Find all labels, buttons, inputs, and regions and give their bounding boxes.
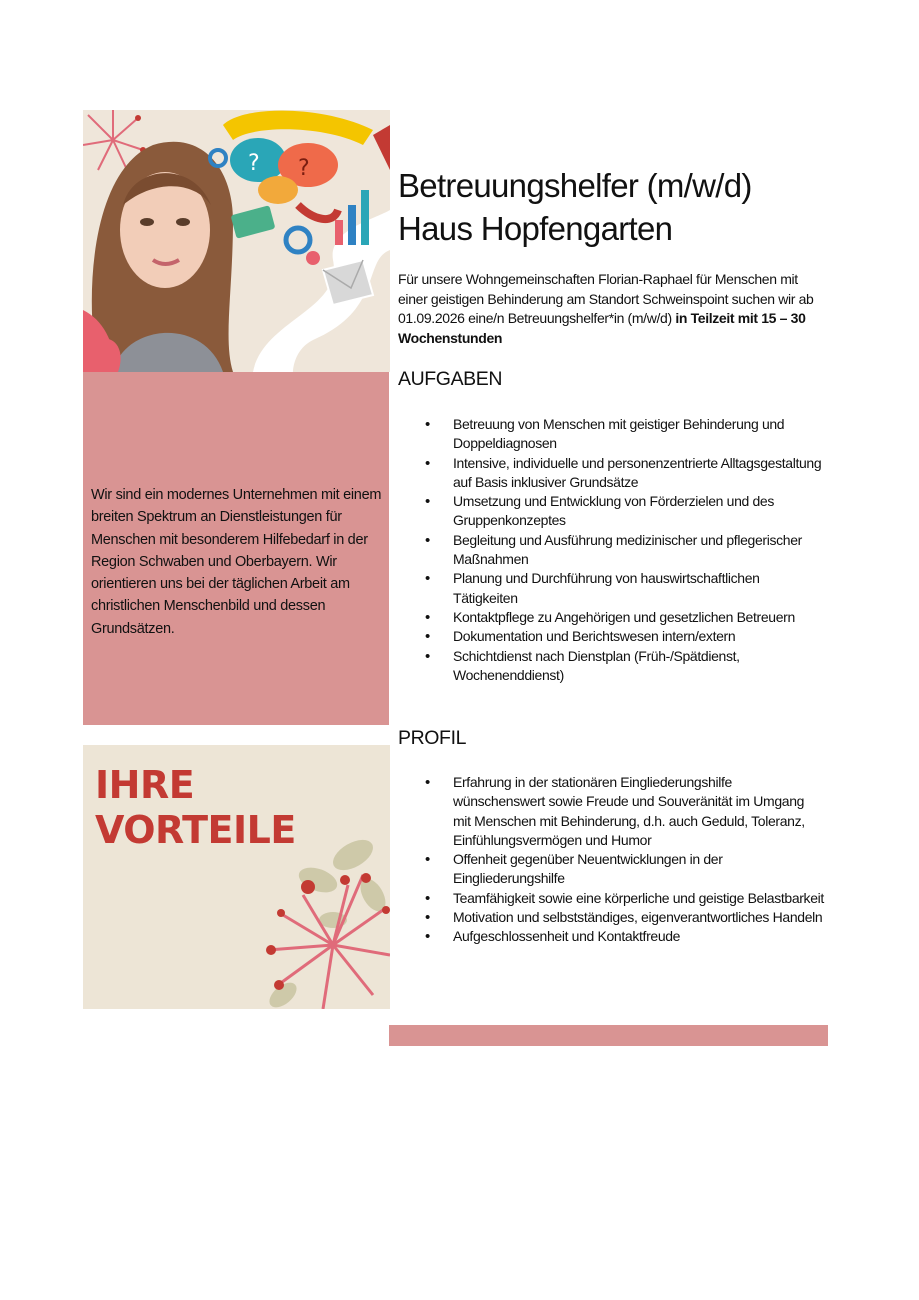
hero-illustration <box>83 110 390 372</box>
list-item: • Aufgeschlossenheit und Kontaktfreude <box>425 927 825 946</box>
list-item: • Betreuung von Menschen mit geistiger Behinderung und Doppeldiagnosen <box>425 415 825 454</box>
list-item: • Begleitung und Ausführung medizinischer und pflegerischer Maßnahmen <box>425 531 825 570</box>
list-item: • Umsetzung und Entwicklung von Förderzielen und des Gruppenkonzeptes <box>425 492 825 531</box>
list-item: • Offenheit gegenüber Neuentwicklungen in der Eingliederungshilfe <box>425 850 825 889</box>
list-item: • Teamfähigkeit sowie eine körperliche und geistige Belastbarkeit <box>425 889 825 908</box>
list-item: • Kontaktpflege zu Angehörigen und gesetzlichen Betreuern <box>425 608 825 627</box>
svg-text:?: ? <box>298 156 310 181</box>
company-intro-box <box>83 372 389 725</box>
footer-accent-bar <box>389 1025 828 1046</box>
benefits-image <box>83 745 390 1009</box>
list-item: • Motivation und selbstständiges, eigenverantwortliches Handeln <box>425 908 825 927</box>
benefits-title-line1: IHRE <box>95 763 195 807</box>
profile-heading: PROFIL <box>398 727 467 749</box>
job-intro <box>398 270 823 348</box>
list-item: • Erfahrung in der stationären Eingliederungshilfe wünschenswert sowie Freude und Souveränität im Umgang mit Menschen mit Behinderung, d.h. auch Geduld, Toleranz, Einfühlungsvermögen und Humor <box>425 773 825 850</box>
list-item: • Intensive, individuelle und personenzentrierte Alltagsgestaltung auf Basis inklusiver Grundsätze <box>425 454 825 493</box>
list-item: • Schichtdienst nach Dienstplan (Früh-/Spätdienst, Wochenenddienst) <box>425 647 825 686</box>
benefits-title <box>95 763 296 853</box>
tasks-heading: AUFGABEN <box>398 368 503 390</box>
hero-image <box>83 110 390 372</box>
job-title-line1: Betreuungshelfer (m/w/d) <box>398 167 752 204</box>
job-title <box>398 164 878 250</box>
svg-text:?: ? <box>248 151 260 176</box>
list-item: • Planung und Durchführung von hauswirtschaftlichen Tätigkeiten <box>425 569 825 608</box>
benefits-title-line2: VORTEILE <box>95 808 296 852</box>
company-description: Wir sind ein modernes Unternehmen mit einem breiten Spektrum an Dienstleistungen für Menschen mit besonderem Hilfebedarf in der Region Schwaben und Oberbayern. Wir orientieren uns bei der täglichen Arbeit am christlichen Menschenbild und dessen Grundsätzen. <box>91 487 382 637</box>
tasks-list <box>425 415 825 685</box>
job-intro-text: Für unsere Wohngemeinschaften Florian-Raphael für Menschen mit einer geistigen Behinderung am Standort Schweinspoint suchen wir ab 01.09.2026 eine/n Betreuungshelfer*in (m/w/d) <box>398 271 814 326</box>
job-title-line2: Haus Hopfengarten <box>398 210 673 247</box>
profile-list <box>425 773 825 947</box>
job-intro-hours: in Teilzeit mit 15 – 30 Wochenstunden <box>398 310 806 346</box>
list-item: • Dokumentation und Berichtswesen intern/extern <box>425 627 825 646</box>
